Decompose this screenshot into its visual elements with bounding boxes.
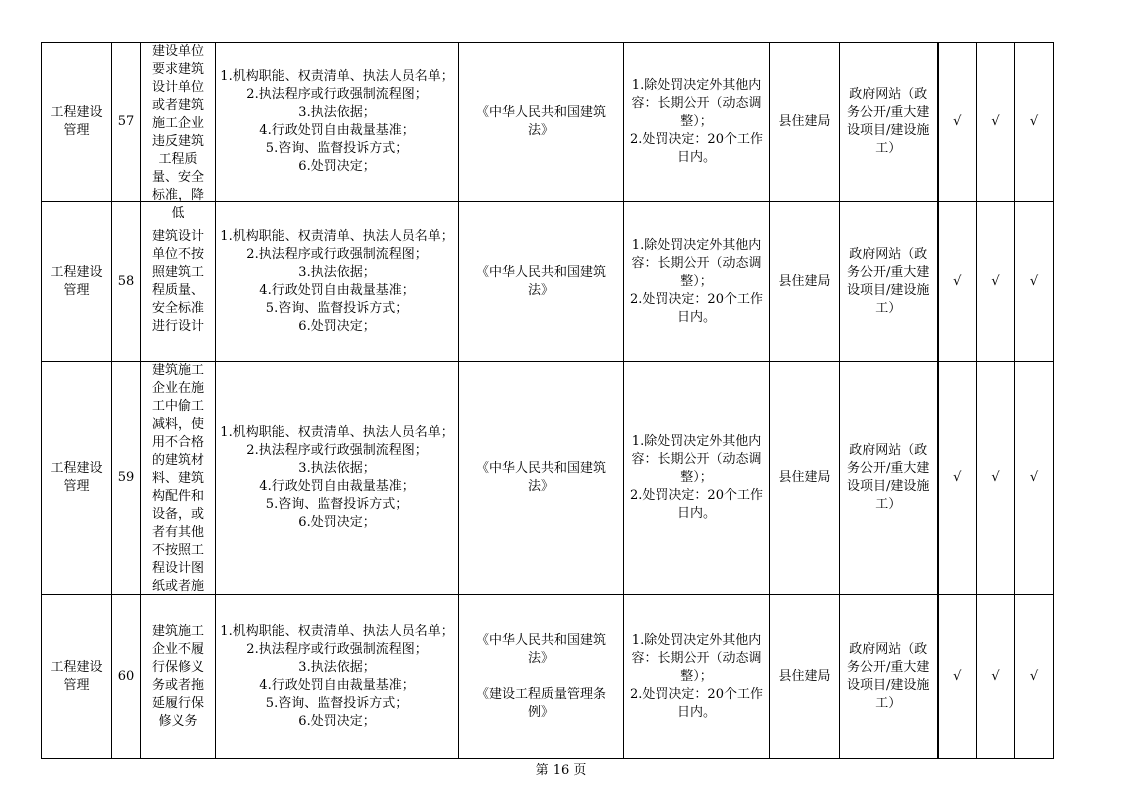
period-cell (624, 595, 770, 759)
content-line: 4.行政处罚自由裁量基准； (259, 479, 415, 494)
period-line: 1.除处罚决定外其他内容：长期公开（动态调整）； (631, 434, 762, 485)
basis-text: 《中华人民共和国建筑法》 (475, 632, 606, 666)
subject-text: 县住建局 (778, 470, 831, 485)
channel-text: 政府网站（政务公开/重大建设项目/建设施工） (847, 641, 930, 711)
check-mark: √ (953, 273, 962, 289)
category-text: 工程建设管理 (50, 659, 103, 693)
item-cell (141, 362, 216, 595)
item-cell (141, 43, 216, 221)
row-number: 58 (117, 273, 135, 289)
table-row (42, 362, 1054, 595)
content-line: 6.处罚决定； (298, 159, 376, 174)
period-line: 1.除处罚决定外其他内容：长期公开（动态调整）； (631, 78, 762, 129)
check-cell (1015, 595, 1054, 759)
number-cell (112, 43, 141, 202)
disclosure-table (41, 42, 1054, 759)
content-line: 1.机构职能、权责清单、执法人员名单； (220, 228, 454, 244)
row-number: 60 (117, 668, 135, 684)
category-cell (42, 202, 112, 362)
basis-text: 《中华人民共和国建筑法》 (475, 264, 606, 298)
subject-cell (770, 362, 840, 595)
subject-text: 县住建局 (778, 273, 831, 289)
period-line: 1.除处罚决定外其他内容：长期公开（动态调整）； (631, 632, 762, 684)
basis-text: 《建设工程质量管理条例》 (475, 686, 606, 720)
check-mark: √ (991, 273, 1000, 289)
category-text: 工程建设管理 (50, 264, 103, 298)
item-text: 建筑施工企业在施工中偷工减料，使用不合格的建筑材料、建筑构配件和设备，或者有其他不按照工程设计图纸或者施 (151, 363, 204, 594)
content-line: 4.行政处罚自由裁量基准； (259, 677, 415, 693)
row-number: 57 (117, 114, 135, 129)
item-text: 建筑设计单位不按照建筑工程质量、安全标准进行设计 (151, 228, 204, 334)
content-line: 4.行政处罚自由裁量基准； (259, 282, 415, 298)
table-row (42, 43, 1054, 202)
check-mark: √ (953, 114, 962, 129)
check-cell (977, 43, 1015, 202)
channel-text: 政府网站（政务公开/重大建设项目/建设施工） (847, 246, 930, 316)
check-cell (1015, 202, 1054, 362)
check-cell (938, 202, 977, 362)
subject-text: 县住建局 (778, 114, 831, 129)
basis-cell (459, 362, 624, 595)
check-mark: √ (1029, 470, 1039, 485)
content-line: 3.执法依据； (298, 105, 376, 120)
check-mark: √ (1029, 114, 1039, 129)
table-row (42, 202, 1054, 362)
content-cell (216, 202, 459, 362)
item-text: 建设单位要求建筑设计单位或者建筑施工企业违反建筑工程质量、安全标准，降低 (151, 44, 204, 221)
basis-text: 《中华人民共和国建筑法》 (475, 105, 606, 138)
content-line: 5.咨询、监督投诉方式； (265, 300, 409, 316)
content-line: 6.处罚决定； (298, 318, 376, 334)
content-line: 3.执法依据； (298, 659, 376, 675)
content-line: 1.机构职能、权责清单、执法人员名单； (220, 425, 454, 440)
period-cell (624, 202, 770, 362)
period-line: 1.除处罚决定外其他内容：长期公开（动态调整）； (631, 237, 762, 289)
content-line: 3.执法依据； (298, 461, 376, 476)
check-cell (977, 595, 1015, 759)
category-text: 工程建设管理 (50, 105, 103, 138)
content-cell (216, 43, 459, 202)
content-line: 2.执法程序或行政强制流程图； (246, 641, 428, 657)
content-cell (216, 362, 459, 595)
subject-text: 县住建局 (778, 668, 831, 684)
category-cell (42, 362, 112, 595)
channel-cell (840, 43, 938, 202)
check-mark: √ (991, 470, 1000, 485)
row-number: 59 (117, 470, 135, 485)
table-row (42, 595, 1054, 759)
channel-text: 政府网站（政务公开/重大建设项目/建设施工） (847, 443, 930, 512)
content-line: 2.执法程序或行政强制流程图； (246, 87, 428, 102)
period-line: 2.处罚决定：20个工作日内。 (630, 686, 763, 720)
item-cell (141, 595, 216, 759)
channel-cell (840, 595, 938, 759)
number-cell (112, 595, 141, 759)
subject-cell (770, 595, 840, 759)
category-cell (42, 43, 112, 202)
check-cell (938, 362, 977, 595)
number-cell (112, 362, 141, 595)
period-line: 2.处罚决定：20个工作日内。 (630, 132, 763, 165)
content-line: 3.执法依据； (298, 264, 376, 280)
content-line: 6.处罚决定； (298, 515, 376, 530)
check-cell (1015, 362, 1054, 595)
number-cell (112, 202, 141, 362)
basis-cell (459, 595, 624, 759)
check-cell (1015, 43, 1054, 202)
content-line: 5.咨询、监督投诉方式； (265, 695, 409, 711)
content-line: 1.机构职能、权责清单、执法人员名单； (220, 623, 454, 639)
period-line: 2.处罚决定：20个工作日内。 (630, 488, 763, 521)
period-cell (624, 43, 770, 202)
check-mark: √ (953, 668, 962, 684)
item-cell (141, 202, 216, 362)
content-cell (216, 595, 459, 759)
category-text: 工程建设管理 (50, 461, 103, 494)
check-mark: √ (991, 668, 1000, 684)
basis-cell (459, 202, 624, 362)
content-line: 5.咨询、监督投诉方式； (265, 141, 409, 156)
subject-cell (770, 202, 840, 362)
page-number: 第 16 页 (535, 763, 587, 778)
channel-cell (840, 362, 938, 595)
check-mark: √ (991, 114, 1000, 129)
channel-cell (840, 202, 938, 362)
check-mark: √ (1029, 273, 1039, 289)
channel-text: 政府网站（政务公开/重大建设项目/建设施工） (847, 87, 930, 156)
subject-cell (770, 43, 840, 202)
check-cell (977, 202, 1015, 362)
check-mark: √ (953, 470, 962, 485)
content-line: 2.执法程序或行政强制流程图； (246, 443, 428, 458)
basis-text: 《中华人民共和国建筑法》 (475, 461, 606, 494)
check-mark: √ (1029, 668, 1039, 684)
period-cell (624, 362, 770, 595)
check-cell (977, 362, 1015, 595)
content-line: 1.机构职能、权责清单、执法人员名单； (220, 69, 454, 84)
content-line: 6.处罚决定； (298, 713, 376, 729)
item-text: 建筑施工企业不履行保修义务或者拖延履行保修义务 (151, 623, 204, 729)
content-line: 2.执法程序或行政强制流程图； (246, 246, 428, 262)
content-line: 5.咨询、监督投诉方式； (265, 497, 409, 512)
basis-gap (461, 668, 621, 686)
basis-cell (459, 43, 624, 202)
check-cell (938, 595, 977, 759)
check-cell (938, 43, 977, 202)
period-line: 2.处罚决定：20个工作日内。 (630, 291, 763, 325)
category-cell (42, 595, 112, 759)
content-line: 4.行政处罚自由裁量基准； (259, 123, 415, 138)
